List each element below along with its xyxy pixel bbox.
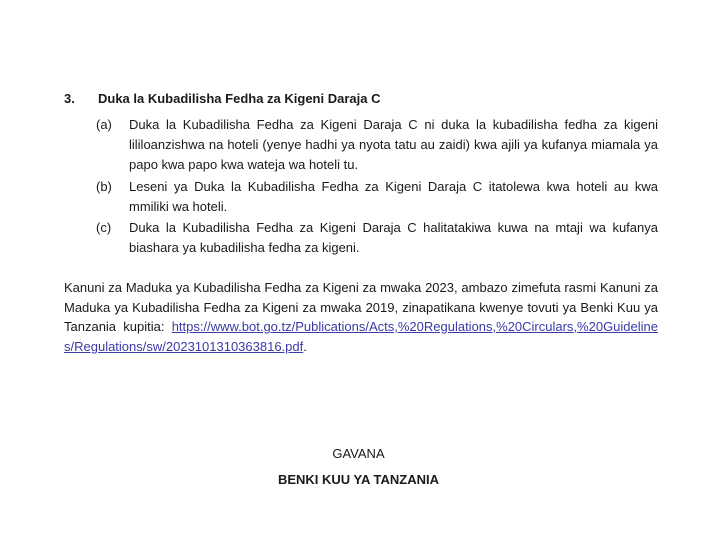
section-heading [64, 91, 380, 106]
item-label: (b) [96, 179, 112, 194]
item-label: (a) [96, 117, 112, 132]
item-text: Duka la Kubadilisha Fedha za Kigeni Daraja C halitatakiwa kuwa na mtaji wa kufanya biashara ya kubadilisha fedha za kigeni. [129, 220, 658, 255]
closing-paragraph [64, 278, 658, 356]
signature-title: GAVANA [332, 446, 385, 461]
item-text: Duka la Kubadilisha Fedha za Kigeni Daraja C ni duka la kubadilisha fedha za kigeni lililoanzishwa na hoteli (yenye hadhi ya nyota tatu au zaidi) kwa ajili ya kufanya miamala ya papo kwa papo kwa wateja wa hoteli tu. [129, 117, 658, 172]
signature-institution: BENKI KUU YA TANZANIA [277, 472, 440, 487]
list-item-c [96, 218, 658, 258]
section-number: 3. [64, 91, 75, 106]
section-title: Duka la Kubadilisha Fedha za Kigeni Daraja C [98, 91, 381, 106]
item-text: Leseni ya Duka la Kubadilisha Fedha za Kigeni Daraja C itatolewa kwa hoteli au kwa mmiliki wa hoteli. [129, 179, 658, 214]
item-label: (c) [96, 220, 112, 235]
regulations-link[interactable]: https://www.bot.go.tz/Publications/Acts,%20Regulations,%20Circulars,%20Guidelines/Regulations/sw/2023101310363816.pdf [64, 319, 658, 354]
list-item-a [96, 115, 658, 175]
link-suffix: . [303, 338, 307, 354]
list-item-b [96, 177, 658, 217]
closing-text: Kanuni za Maduka ya Kubadilisha Fedha za Kigeni za mwaka 2023, ambazo zimefuta rasmi Kanuni za Maduka ya Kubadilisha Fedha za Kigeni za mwaka 2019, zinapatikana kwenye tovuti ya Benki Kuu ya Tanzania kupitia: [64, 280, 658, 334]
